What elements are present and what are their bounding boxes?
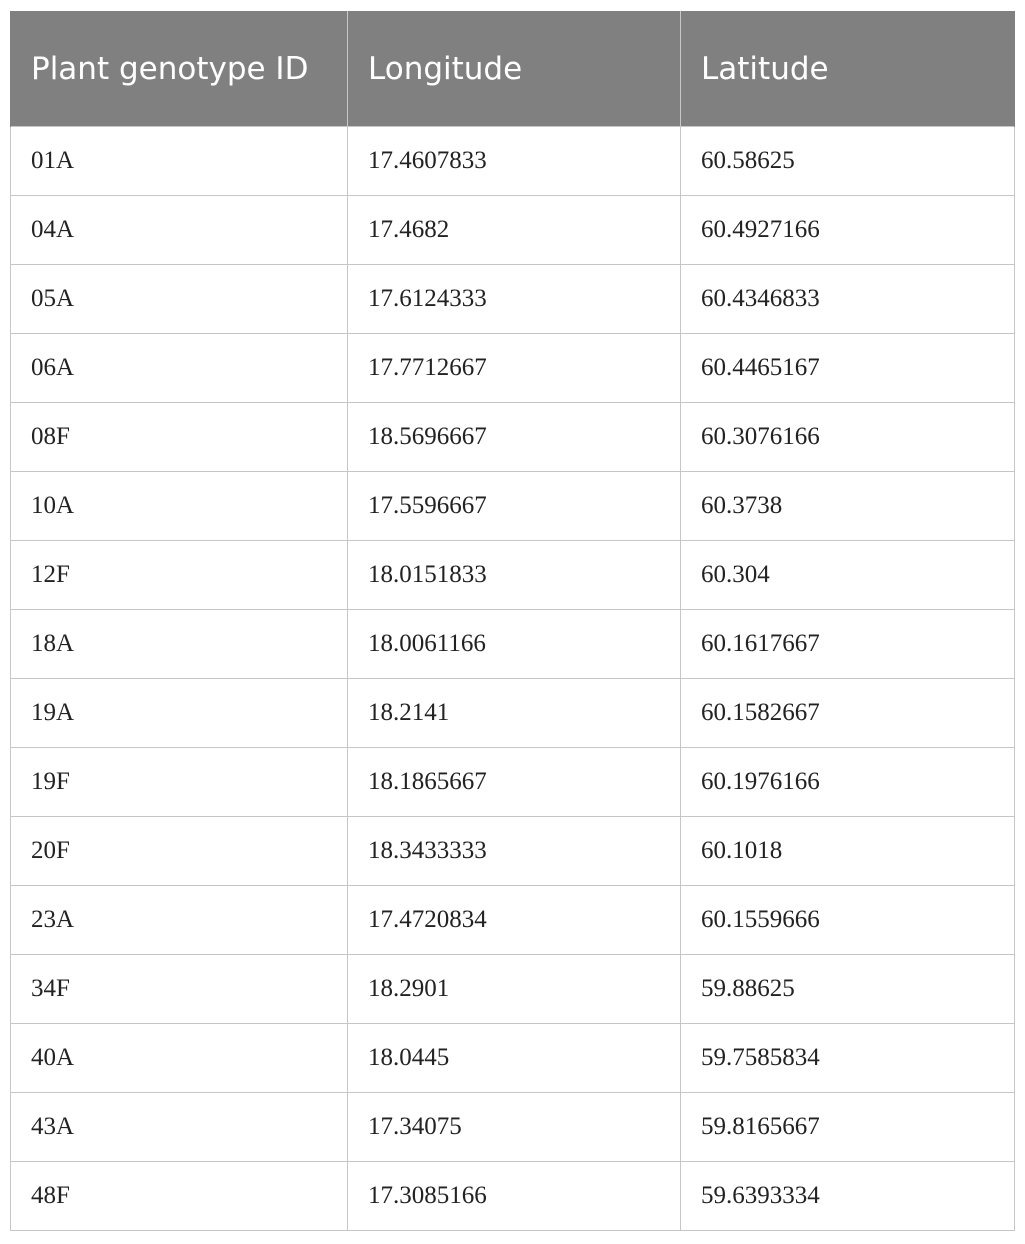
longitude-cell: 18.2141 bbox=[348, 679, 681, 748]
table-row bbox=[11, 817, 1015, 886]
longitude-cell: 18.0445 bbox=[348, 1024, 681, 1093]
latitude-cell: 60.1559666 bbox=[681, 886, 1015, 955]
latitude-cell: 60.4346833 bbox=[681, 265, 1015, 334]
latitude-cell: 60.58625 bbox=[681, 127, 1015, 196]
table-row bbox=[11, 610, 1015, 679]
genotype-id-cell: 43A bbox=[11, 1093, 348, 1162]
latitude-cell: 59.88625 bbox=[681, 955, 1015, 1024]
latitude-cell: 60.304 bbox=[681, 541, 1015, 610]
genotype-id-cell: 04A bbox=[11, 196, 348, 265]
latitude-cell: 59.8165667 bbox=[681, 1093, 1015, 1162]
longitude-cell: 18.1865667 bbox=[348, 748, 681, 817]
latitude-cell: 60.4927166 bbox=[681, 196, 1015, 265]
table-row bbox=[11, 541, 1015, 610]
genotype-id-cell: 19A bbox=[11, 679, 348, 748]
genotype-id-cell: 19F bbox=[11, 748, 348, 817]
latitude-cell: 60.1976166 bbox=[681, 748, 1015, 817]
genotype-location-table bbox=[10, 11, 1015, 1231]
table-row bbox=[11, 955, 1015, 1024]
longitude-cell: 17.34075 bbox=[348, 1093, 681, 1162]
genotype-id-cell: 12F bbox=[11, 541, 348, 610]
table-row bbox=[11, 334, 1015, 403]
genotype-id-cell: 40A bbox=[11, 1024, 348, 1093]
genotype-id-cell: 20F bbox=[11, 817, 348, 886]
latitude-cell: 59.6393334 bbox=[681, 1162, 1015, 1231]
longitude-cell: 17.4682 bbox=[348, 196, 681, 265]
table-row bbox=[11, 1024, 1015, 1093]
latitude-cell: 59.7585834 bbox=[681, 1024, 1015, 1093]
genotype-id-cell: 10A bbox=[11, 472, 348, 541]
longitude-cell: 17.4720834 bbox=[348, 886, 681, 955]
table-row bbox=[11, 1162, 1015, 1231]
longitude-cell: 17.7712667 bbox=[348, 334, 681, 403]
longitude-cell: 18.5696667 bbox=[348, 403, 681, 472]
genotype-id-cell: 23A bbox=[11, 886, 348, 955]
longitude-cell: 17.6124333 bbox=[348, 265, 681, 334]
longitude-cell: 17.3085166 bbox=[348, 1162, 681, 1231]
table-row bbox=[11, 1093, 1015, 1162]
longitude-cell: 17.5596667 bbox=[348, 472, 681, 541]
table-body bbox=[11, 127, 1015, 1231]
header-row bbox=[11, 12, 1015, 127]
table-row bbox=[11, 196, 1015, 265]
header-longitude: Longitude bbox=[348, 12, 681, 127]
latitude-cell: 60.4465167 bbox=[681, 334, 1015, 403]
longitude-cell: 17.4607833 bbox=[348, 127, 681, 196]
genotype-id-cell: 48F bbox=[11, 1162, 348, 1231]
table-row bbox=[11, 127, 1015, 196]
table-row bbox=[11, 472, 1015, 541]
longitude-cell: 18.0151833 bbox=[348, 541, 681, 610]
latitude-cell: 60.1617667 bbox=[681, 610, 1015, 679]
genotype-id-cell: 06A bbox=[11, 334, 348, 403]
table-row bbox=[11, 403, 1015, 472]
genotype-id-cell: 34F bbox=[11, 955, 348, 1024]
genotype-id-cell: 18A bbox=[11, 610, 348, 679]
latitude-cell: 60.3738 bbox=[681, 472, 1015, 541]
longitude-cell: 18.0061166 bbox=[348, 610, 681, 679]
latitude-cell: 60.3076166 bbox=[681, 403, 1015, 472]
table-row bbox=[11, 748, 1015, 817]
table-row bbox=[11, 679, 1015, 748]
table-header bbox=[11, 12, 1015, 127]
latitude-cell: 60.1582667 bbox=[681, 679, 1015, 748]
latitude-cell: 60.1018 bbox=[681, 817, 1015, 886]
data-table-container bbox=[10, 11, 1014, 1231]
longitude-cell: 18.3433333 bbox=[348, 817, 681, 886]
genotype-id-cell: 05A bbox=[11, 265, 348, 334]
longitude-cell: 18.2901 bbox=[348, 955, 681, 1024]
table-row bbox=[11, 265, 1015, 334]
header-latitude: Latitude bbox=[681, 12, 1015, 127]
genotype-id-cell: 01A bbox=[11, 127, 348, 196]
header-plant-genotype-id: Plant genotype ID bbox=[11, 12, 348, 127]
genotype-id-cell: 08F bbox=[11, 403, 348, 472]
table-row bbox=[11, 886, 1015, 955]
